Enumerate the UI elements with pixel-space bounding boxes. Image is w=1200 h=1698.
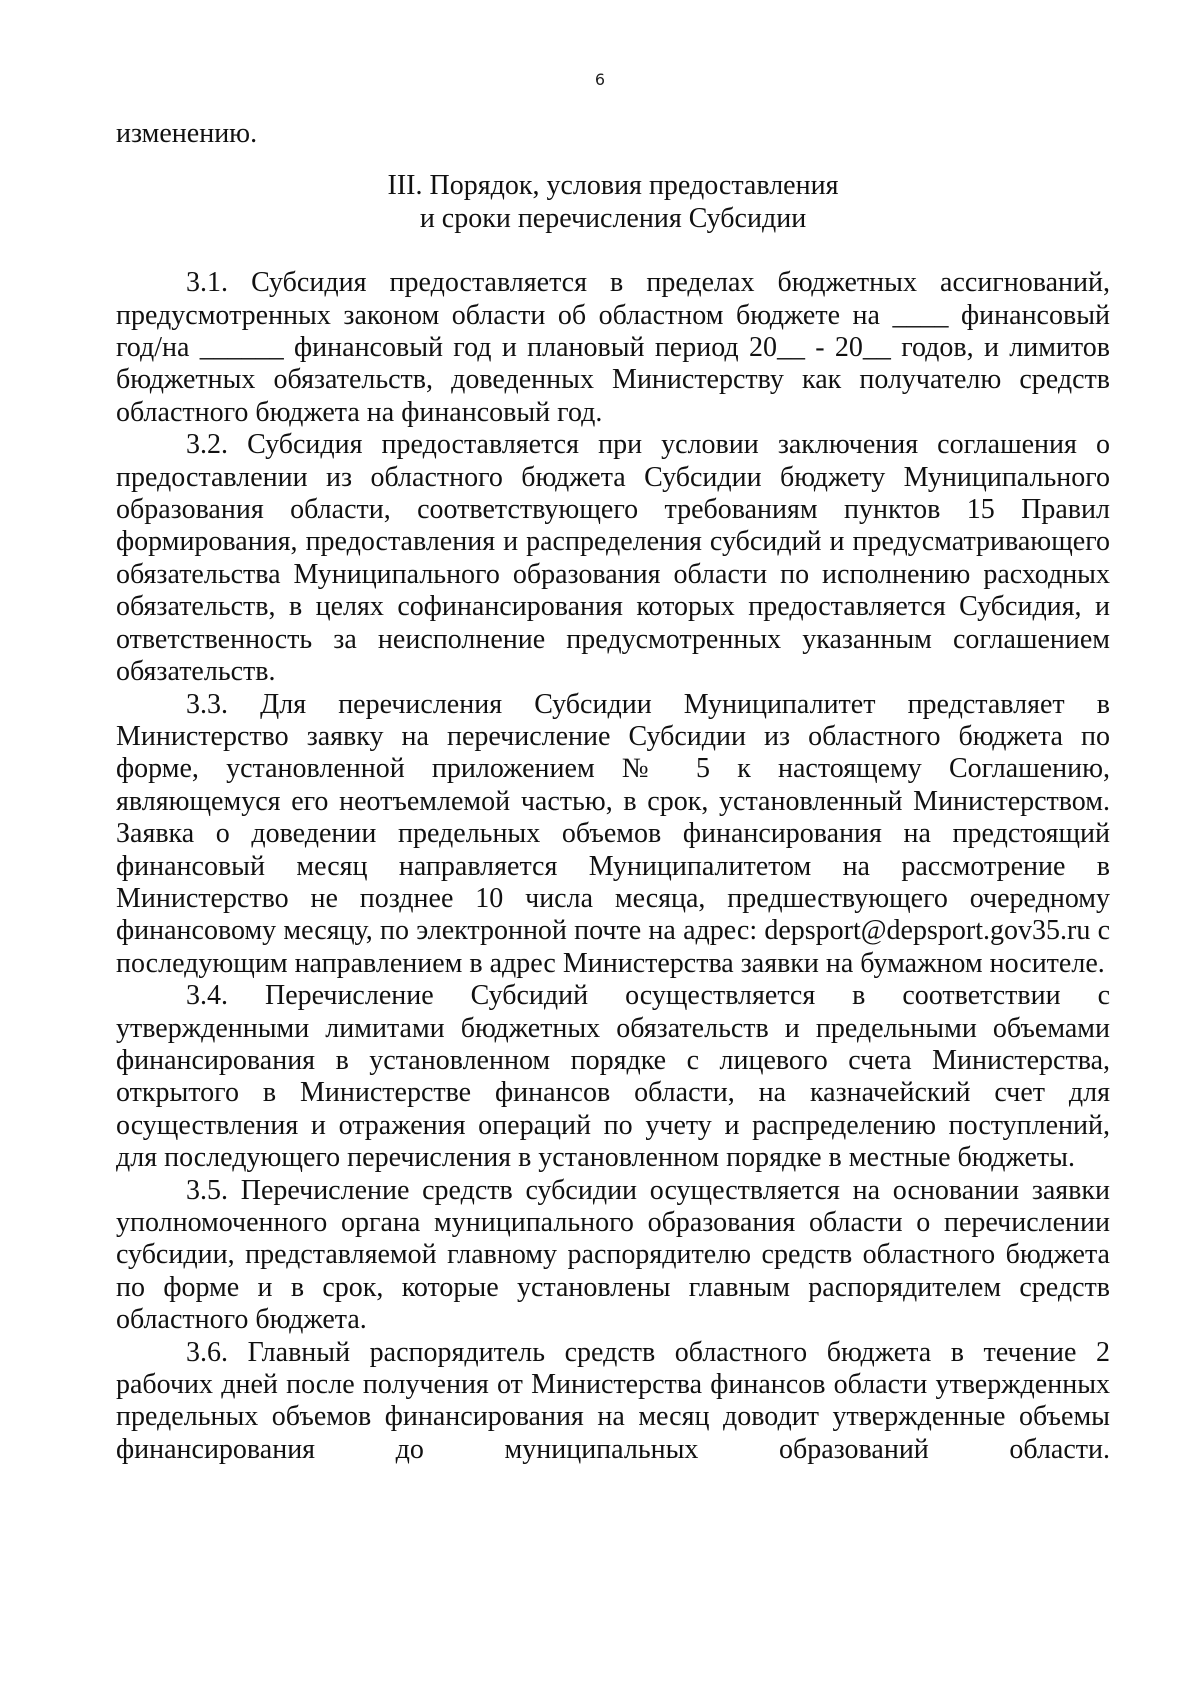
paragraph-3-3: 3.3. Для перечисления Субсидии Муниципалитет представляет в Министерство заявку на перечисление Субсидии из областного бюджета по форме, установленной приложением № 5 к настоящему Соглашению, являющемуся его неотъемлемой частью, в срок, установленный Министерством. Заявка о доведении предельных объемов финансирования на предстоящий финансовый месяц направляется Муниципалитетом на рассмотрение в Министерство не позднее 10 числа месяца, предшествующего очередному финансовому месяцу, по электронной почте на адрес: depsport@depsport.gov35.ru с последующим направлением в адрес Министерства заявки на бумажном носителе.	[116, 688, 1110, 979]
intro-line: изменению.	[116, 118, 258, 149]
paragraph-3-1: 3.1. Субсидия предоставляется в пределах бюджетных ассигнований, предусмотренных законом области об областном бюджете на ____ финансовый год/на ______ финансовый год и плановый период 20__ - 20__ годов, и лимитов бюджетных обязательств, доведенных Министерству как получателю средств областного бюджета на финансовый год.	[116, 267, 1110, 428]
section-title	[116, 170, 1110, 235]
document-body	[116, 118, 1110, 1466]
section-title-line-2: и сроки перечисления Субсидии	[419, 202, 807, 234]
paragraph-3-5: 3.5. Перечисление средств субсидии осуществляется на основании заявки уполномоченного органа муниципального образования области о перечислении субсидии, представляемой главному распорядителю средств областного бюджета по форме и в срок, которые установлены главным распорядителем средств областного бюджета.	[116, 1174, 1110, 1336]
paragraph-3-2: 3.2. Субсидия предоставляется при условии заключения соглашения о предоставлении из областного бюджета Субсидии бюджету Муниципального образования области, соответствующего требованиям пунктов 15 Правил формирования, предоставления и распределения субсидий и предусматривающего обязательства Муниципального образования области по исполнению расходных обязательств, в целях софинансирования которых предоставляется Субсидия, и ответственность за неисполнение предусмотренных указанным соглашением обязательств.	[116, 429, 1110, 688]
section-title-line-1: III. Порядок, условия предоставления	[387, 170, 839, 202]
paragraph-3-4: 3.4. Перечисление Субсидий осуществляется в соответствии с утвержденными лимитами бюджетных обязательств и предельными объемами финансирования в установленном порядке с лицевого счета Министерства, открытого в Министерстве финансов области, на казначейский счет для осуществления и отражения операций по учету и распределению поступлений, для последующего перечисления в установленном порядке в местные бюджеты.	[116, 980, 1110, 1174]
paragraph-3-6: 3.6. Главный распорядитель средств областного бюджета в течение 2 рабочих дней после получения от Министерства финансов области утвержденных предельных объемов финансирования на месяц доводит утвержденные объемы финансирования до муниципальных образований области.	[116, 1336, 1110, 1465]
page-number: 6	[594, 70, 606, 89]
